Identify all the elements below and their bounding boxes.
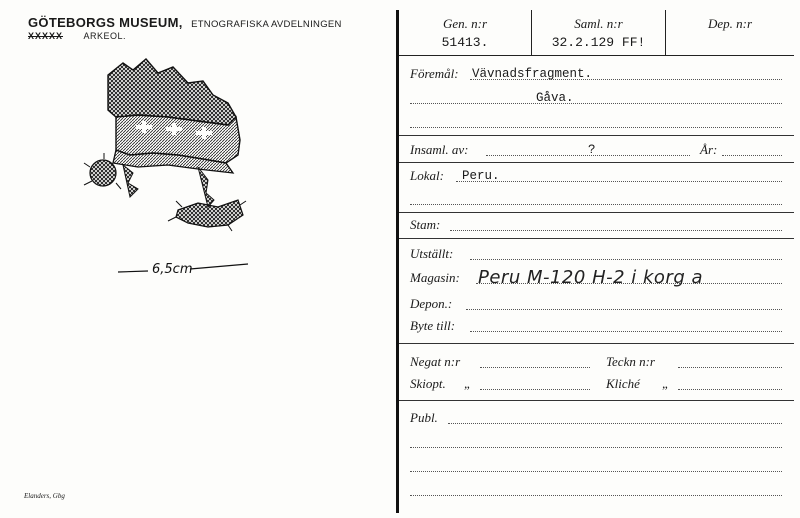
section-rule: [399, 238, 794, 239]
field-byte: [410, 316, 790, 336]
gen-nr-cell: [399, 10, 531, 55]
field-publ: [410, 408, 790, 428]
foremal-value: Vävnadsfragment.: [472, 67, 593, 81]
section-rule: [399, 162, 794, 163]
saml-nr-label: Saml. n:r: [574, 16, 623, 31]
saml-nr-value: 32.2.129 FF!: [551, 35, 646, 50]
section-rule: [399, 212, 794, 213]
lokal-value: Peru.: [462, 169, 500, 183]
depon-label: Depon.:: [410, 296, 453, 311]
magasin-value: Peru M-120 H-2 i korg a: [478, 267, 704, 288]
vertical-divider: [396, 10, 399, 513]
ar-label: År:: [700, 142, 718, 157]
field-insaml: [410, 140, 790, 160]
field-foremal-cont: [410, 88, 790, 108]
department-name: ETNOGRAFISKA AVDELNINGEN: [191, 19, 342, 30]
magasin-label: Magasin:: [410, 270, 460, 285]
section-rule: [399, 400, 794, 401]
field-foremal: [410, 64, 790, 84]
negat-label: Negat n:r: [410, 354, 461, 369]
museum-name: GÖTEBORGS MUSEUM,: [28, 15, 183, 30]
utstallt-label: Utställt:: [410, 246, 454, 261]
textile-fragment-sketch: [78, 55, 248, 240]
field-skiopt: [410, 374, 790, 394]
field-utstallt: [410, 244, 790, 264]
field-publ-blank: [410, 432, 790, 452]
teckn-label: Teckn n:r: [606, 354, 655, 369]
section-rule: [399, 343, 794, 344]
foremal-label: Föremål:: [410, 66, 459, 81]
gen-nr-label: Gen. n:r: [442, 16, 488, 31]
foremal-value-2: Gåva.: [536, 91, 574, 105]
field-foremal-blank: [410, 112, 790, 132]
kliche-ditto: „: [662, 376, 670, 391]
field-depon: [410, 294, 790, 314]
field-stam: [410, 215, 790, 235]
dep-nr-label: Dep. n:r: [707, 16, 753, 31]
dep-nr-cell: [666, 10, 794, 55]
insaml-value: ?: [588, 143, 596, 157]
skiopt-label: Skiopt.: [410, 376, 446, 391]
section-line: [28, 31, 126, 41]
section-rule: [399, 135, 794, 136]
scale-label: 6,5cm: [152, 262, 193, 277]
gen-nr-value: 51413.: [441, 35, 489, 50]
section-name: ARKEOL.: [83, 31, 127, 41]
byte-label: Byte till:: [410, 318, 456, 333]
header-rule: [399, 55, 794, 56]
stam-label: Stam:: [410, 217, 441, 232]
kliche-label: Kliché: [606, 376, 640, 391]
field-lokal: [410, 166, 790, 186]
field-publ-blank: [410, 456, 790, 476]
scale-bar: [118, 255, 258, 285]
lokal-label: Lokal:: [410, 168, 444, 183]
skiopt-ditto: „: [464, 376, 472, 391]
struck-word: XXXXX: [28, 31, 64, 41]
printer-mark: Elanders, Gbg: [24, 492, 65, 500]
publ-label: Publ.: [410, 410, 438, 425]
insaml-label: Insaml. av:: [410, 142, 469, 157]
field-negat: [410, 352, 790, 372]
field-magasin: [410, 268, 790, 288]
field-lokal-blank: [410, 189, 790, 209]
field-publ-blank: [410, 480, 790, 500]
saml-nr-cell: [532, 10, 665, 55]
museum-header: [28, 14, 342, 32]
